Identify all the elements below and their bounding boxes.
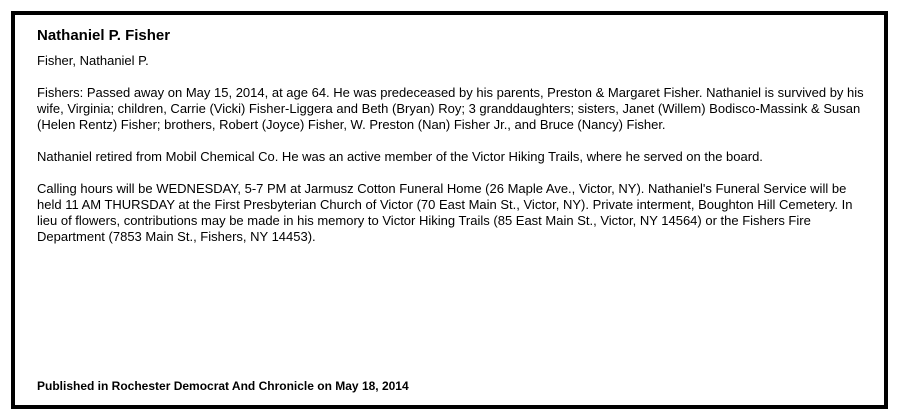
obituary-frame bbox=[11, 11, 888, 409]
obituary-subname: Fisher, Nathaniel P. bbox=[37, 53, 149, 68]
obituary-paragraph-services: Calling hours will be WEDNESDAY, 5-7 PM at Jarmusz Cotton Funeral Home (26 Maple Ave., Victor, NY). Nathaniel's Funeral Service will be held 11 AM THURSDAY at the First Presbyterian Church of Victor (70 East Main St., Victor, NY). Private interment, Boughton Hill Cemetery. In lieu of flowers, contributions may be made in his memory to Victor Hiking Trails (85 East Main St., Victor, NY 14564) or the Fishers Fire Department (7853 Main St., Fishers, NY 14453). bbox=[37, 181, 853, 244]
obituary-paragraph-career: Nathaniel retired from Mobil Chemical Co. He was an active member of the Victor Hiking Trails, where he served on the board. bbox=[37, 149, 763, 164]
obituary-paragraph-family: Fishers: Passed away on May 15, 2014, at age 64. He was predeceased by his parents, Preston & Margaret Fisher. Nathaniel is survived by his wife, Virginia; children, Carrie (Vicki) Fisher-Liggera and Beth (Bryan) Roy; 3 granddaughters; sisters, Janet (Willem) Bodisco-Massink & Susan (Helen Rentz) Fisher; brothers, Robert (Joyce) Fisher, W. Preston (Nan) Fisher Jr., and Bruce (Nancy) Fisher. bbox=[37, 85, 864, 132]
obituary-content bbox=[37, 27, 872, 245]
obituary-title: Nathaniel P. Fisher bbox=[37, 27, 171, 44]
publication-note: Published in Rochester Democrat And Chronicle on May 18, 2014 bbox=[37, 379, 409, 393]
